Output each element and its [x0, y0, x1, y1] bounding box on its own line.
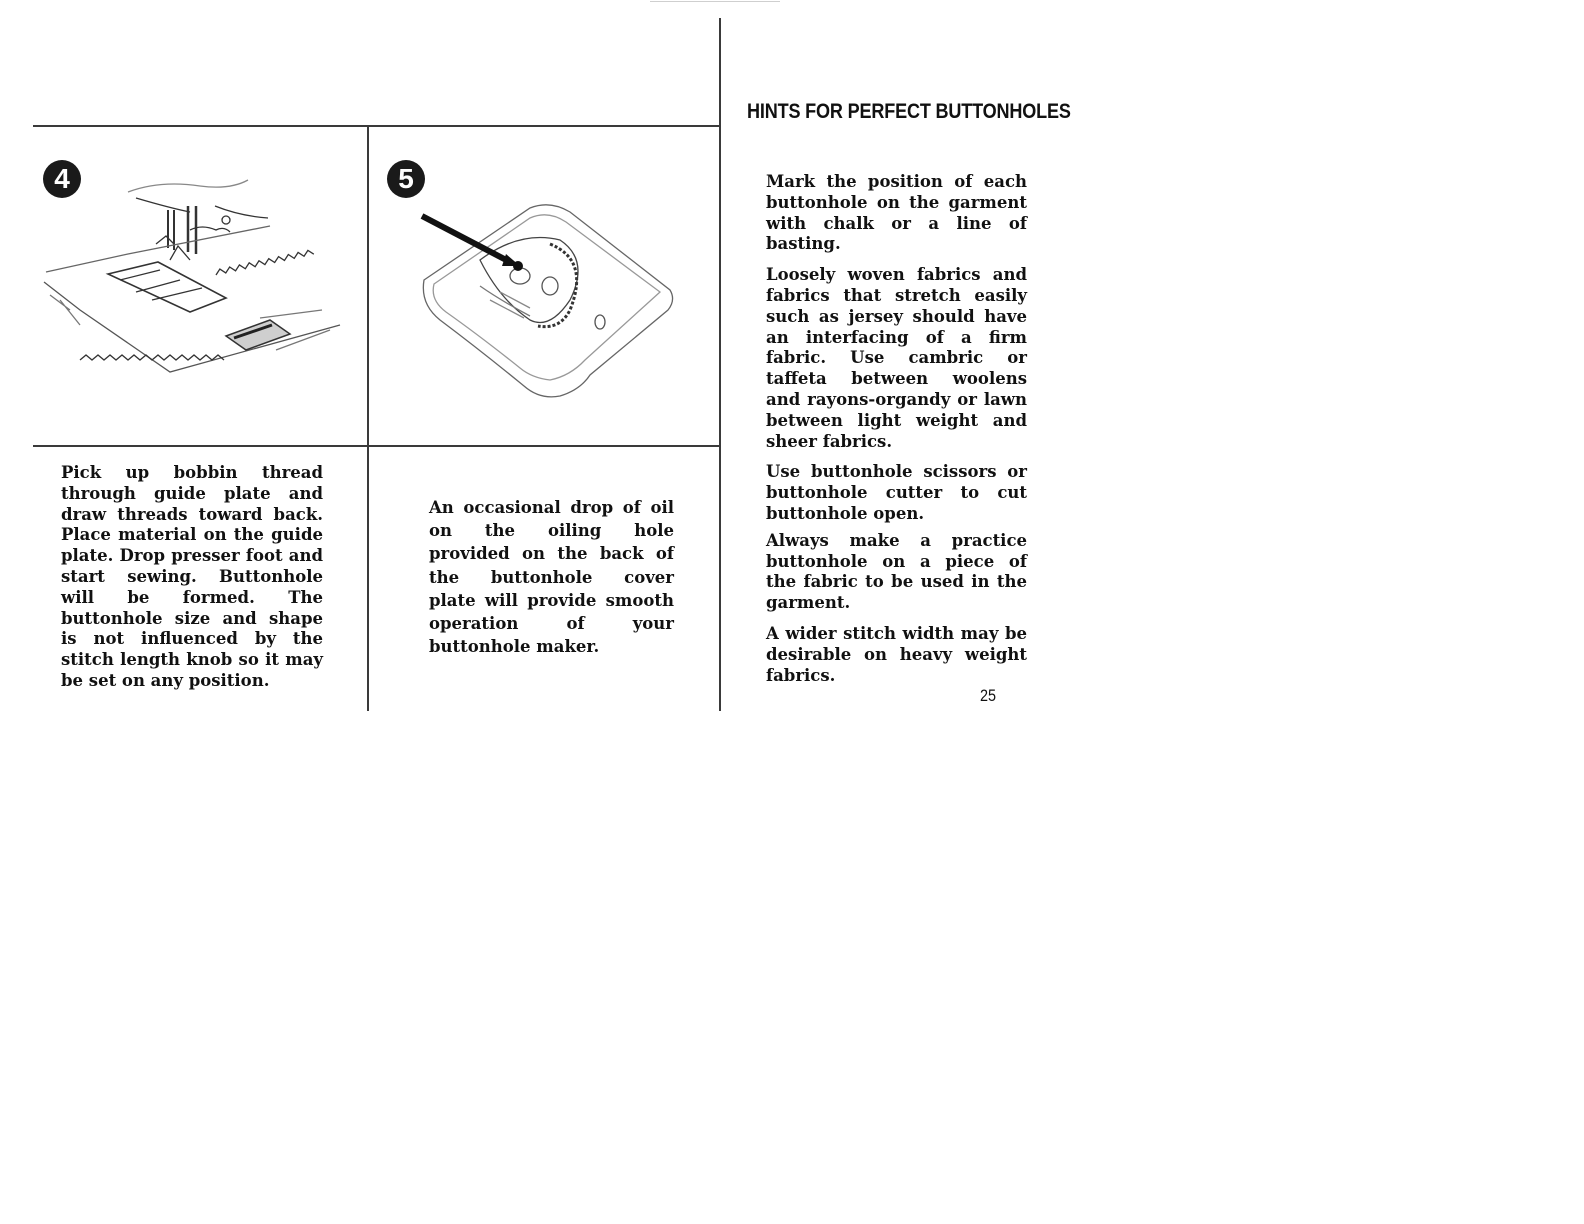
hint-paragraph: A wider stitch width may be desirable on heavy weight fabrics.: [766, 623, 1027, 685]
hint-paragraph: Loosely woven fabrics and fabrics that stretch easily such as jersey should have an interfacing of a firm fabric. Use cambric or taffeta between woolens and rayons-organdy or lawn between light weight and sheer fabrics.: [766, 265, 1027, 451]
center-divider: [367, 126, 369, 711]
hints-title: HINTS FOR PERFECT BUTTONHOLES: [747, 100, 1071, 123]
step-5-text: An occasional drop of oil on the oiling hole provided on the back of the buttonhole cover plate will provide smooth operation of your buttonhole maker.: [429, 498, 674, 657]
top-rule: [33, 125, 721, 127]
step-5-badge: 5: [387, 160, 425, 198]
buttonhole-cover-plate-icon: [420, 200, 680, 410]
hint-paragraph: Always make a practice buttonhole on a piece of the fabric to be used in the garment.: [766, 530, 1027, 613]
middle-rule: [33, 445, 721, 447]
page-number: 25: [980, 686, 997, 705]
hints-list: [766, 172, 1027, 696]
hint-paragraph: Mark the position of each buttonhole on the garment with chalk or a line of basting.: [766, 172, 1027, 254]
step-4-text: Pick up bobbin thread through guide plate and draw threads toward back. Place material on the guide plate. Drop presser foot and start sewing. Buttonhole will be formed. The buttonhole size and shape is not influenced by the stitch length knob so it may be set on any position.: [61, 463, 323, 690]
sewing-machine-presser-foot-icon: [40, 150, 350, 400]
page-divider: [719, 18, 721, 711]
hint-paragraph: Use buttonhole scissors or buttonhole cutter to cut buttonhole open.: [766, 462, 1027, 523]
scan-mark: [650, 1, 780, 2]
step-4-badge: 4: [43, 160, 81, 198]
